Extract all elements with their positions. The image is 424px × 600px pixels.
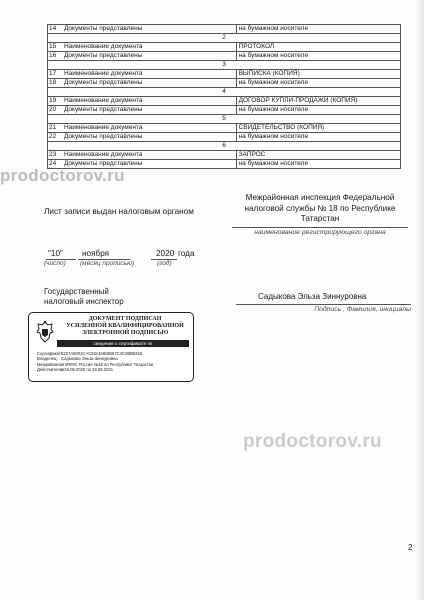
inspector-name: Садыкова Эльза Зиннуровна (258, 292, 367, 301)
date-year: 2020 (156, 249, 175, 258)
field-name: Наименование документа (62, 124, 236, 133)
year-caption: (год) (157, 260, 172, 267)
field-value: ПРОТОКОЛ (236, 43, 400, 52)
date-day: "10" (48, 249, 63, 258)
stamp-band: сведения о сертификате эп (57, 340, 189, 347)
signature-caption: Подпись , Фамилия, инициалы (314, 306, 411, 313)
valid-row (37, 367, 189, 372)
owner-value: Садыкова Эльза Зиннуровна (61, 356, 118, 362)
stamp-title-line: УСИЛЕННОЙ КВАЛИФИЦИРОВАННОЙ (66, 323, 184, 329)
authority-line: налоговой службы № 18 по Республике (244, 203, 396, 213)
date-suffix: года (178, 249, 195, 258)
row-number: 19 (48, 97, 62, 106)
field-name: Документы представлены (62, 133, 236, 142)
valid-value: с 19.08.2020 по 19.08.2021 (61, 366, 114, 372)
section-number: 4 (48, 88, 401, 97)
valid-label: Действителен: (37, 366, 66, 372)
section-number: 6 (48, 142, 401, 151)
watermark-bottom: prodoctorov.ru (243, 431, 382, 452)
month-caption: (месяц прописью) (80, 260, 135, 267)
coat-of-arms-icon (34, 319, 56, 345)
table-row (48, 151, 401, 160)
field-name: Наименование документа (62, 97, 236, 106)
section-row (48, 34, 401, 43)
section-number: 2 (48, 34, 401, 43)
row-number: 23 (48, 151, 62, 160)
field-name: Наименование документа (62, 151, 236, 160)
field-name: Наименование документа (62, 70, 236, 79)
row-number: 20 (48, 106, 62, 115)
section-row (48, 88, 401, 97)
e-signature-stamp (28, 312, 194, 382)
table-row (48, 133, 401, 142)
authority-name (232, 193, 408, 225)
section-row (48, 61, 401, 70)
field-value: ДОГОВОР КУПЛИ-ПРОДАЖИ (КОПИЯ) (236, 97, 400, 106)
field-name: Документы представлены (62, 106, 236, 115)
table-row (48, 43, 401, 52)
field-value: на бумажном носителе (236, 133, 400, 142)
row-number: 21 (48, 124, 62, 133)
field-name: Документы представлены (62, 52, 236, 61)
field-value: на бумажном носителе (236, 52, 400, 61)
table-row (48, 106, 401, 115)
table-row (48, 97, 401, 106)
authority-line: Межрайонная инспекция Федеральной (245, 193, 395, 202)
table-row (48, 70, 401, 79)
signature-underline (236, 304, 411, 305)
authority-caption: наименование регистрирующего органа (254, 229, 386, 236)
field-name: Документы представлены (62, 25, 236, 34)
inspector-title-line: Государственный (44, 287, 109, 296)
inspector-title (44, 287, 124, 307)
stamp-info (37, 351, 189, 372)
row-number: 16 (48, 52, 62, 61)
field-name: Наименование документа (62, 43, 236, 52)
section-number: 5 (48, 115, 401, 124)
row-number: 17 (48, 70, 62, 79)
field-value: ЗАПРОС (236, 151, 400, 160)
row-number: 22 (48, 133, 62, 142)
table-row (48, 52, 401, 61)
section-row (48, 142, 401, 151)
register-table (47, 24, 401, 169)
inspector-title-line: налоговый инспектор (44, 297, 124, 306)
authority-line: Татарстан (300, 214, 340, 223)
table-row (48, 25, 401, 34)
field-name: Документы представлены (62, 160, 236, 169)
authority-underline (232, 227, 408, 228)
field-value: СВИДЕТЕЛЬСТВО (КОПИЯ) (236, 124, 400, 133)
scan-edge-shadow (414, 0, 424, 600)
field-value: ВЫПИСКА (КОПИЯ) (236, 70, 400, 79)
owner-label: Владелец: (37, 356, 58, 362)
watermark-top: prodoctorov.ru (0, 166, 125, 185)
section-number: 3 (48, 61, 401, 70)
org-row: Межрайонная ИФНС России №18 по Республике Татарстан (37, 361, 154, 367)
stamp-title (57, 316, 193, 337)
row-number: 15 (48, 43, 62, 52)
table-row (48, 124, 401, 133)
field-value: на бумажном носителе (236, 79, 400, 88)
row-number: 14 (48, 25, 62, 34)
row-number: 18 (48, 79, 62, 88)
cert-value: 5237A6001CAC92AD4E6B67C4C2BB5315 (61, 351, 143, 356)
field-value: на бумажном носителе (236, 25, 400, 34)
field-name: Документы представлены (62, 79, 236, 88)
field-value: на бумажном носителе (236, 160, 400, 169)
day-caption: (число) (44, 260, 66, 267)
cert-label: Сертификат: (37, 351, 62, 356)
issued-label: Лист записи выдан налоговым органом (44, 207, 194, 216)
page-number: 2 (408, 543, 413, 552)
stamp-title-line: ЭЛЕКТРОННОЙ ПОДПИСЬЮ (81, 330, 169, 336)
row-number: 24 (48, 160, 62, 169)
table-row (48, 79, 401, 88)
field-value: на бумажном носителе (236, 106, 400, 115)
stamp-title-line: ДОКУМЕНТ ПОДПИСАН (88, 316, 162, 322)
section-row (48, 115, 401, 124)
date-month: ноября (82, 249, 110, 258)
